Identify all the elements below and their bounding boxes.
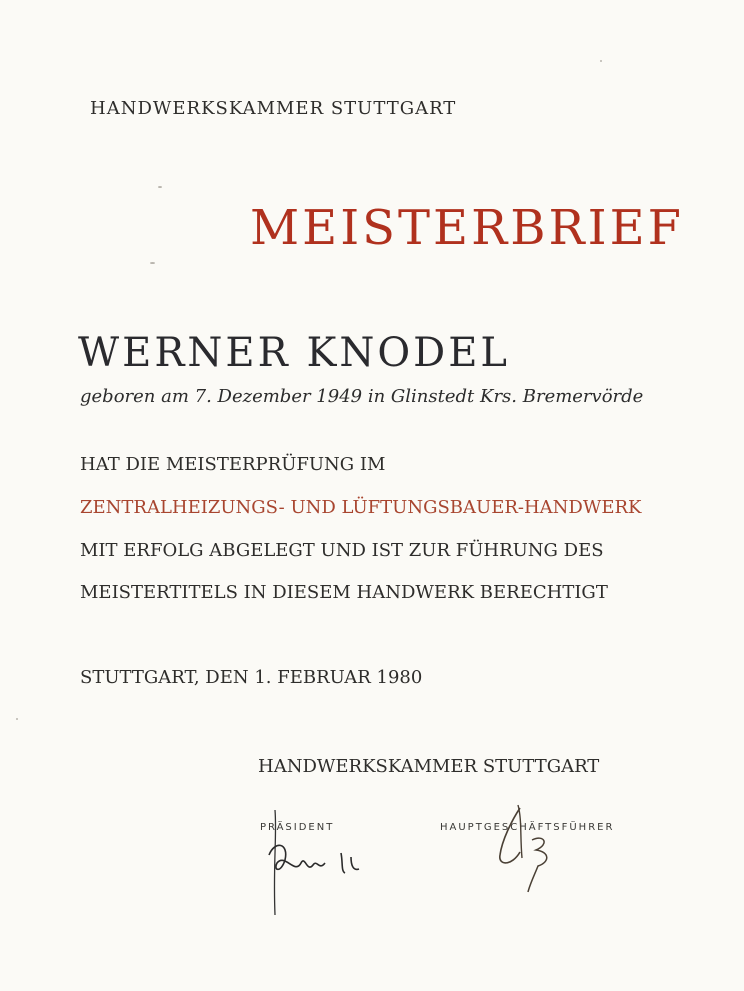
birth-line: geboren am 7. Dezember 1949 in Glinstedt Krs. Bremervörde <box>80 386 644 407</box>
paper-speck <box>158 186 162 188</box>
paper-speck <box>150 262 155 264</box>
managing-director-label: HAUPTGESCHÄFTSFÜHRER <box>440 822 615 833</box>
body-line-2: MIT ERFOLG ABGELEGT UND IST ZUR FÜHRUNG DES <box>80 540 604 561</box>
body-line-1: HAT DIE MEISTERPRÜFUNG IM <box>80 454 386 475</box>
trade-name: ZENTRALHEIZUNGS- UND LÜFTUNGSBAUER-HANDWERK <box>80 497 642 518</box>
paper-speck <box>600 60 602 62</box>
issuer-header: HANDWERKSKAMMER STUTTGART <box>90 98 457 119</box>
managing-director-signature <box>480 800 570 895</box>
date-line: STUTTGART, DEN 1. FEBRUAR 1980 <box>80 667 423 688</box>
recipient-name: WERNER KNODEL <box>78 330 510 376</box>
issuer-footer: HANDWERKSKAMMER STUTTGART <box>258 756 600 777</box>
certificate-title: MEISTERBRIEF <box>250 200 684 256</box>
body-line-3: MEISTERTITELS IN DIESEM HANDWERK BERECHTIGT <box>80 582 608 603</box>
president-label: PRÄSIDENT <box>260 822 335 833</box>
paper-speck <box>16 718 18 720</box>
president-signature <box>255 805 375 920</box>
